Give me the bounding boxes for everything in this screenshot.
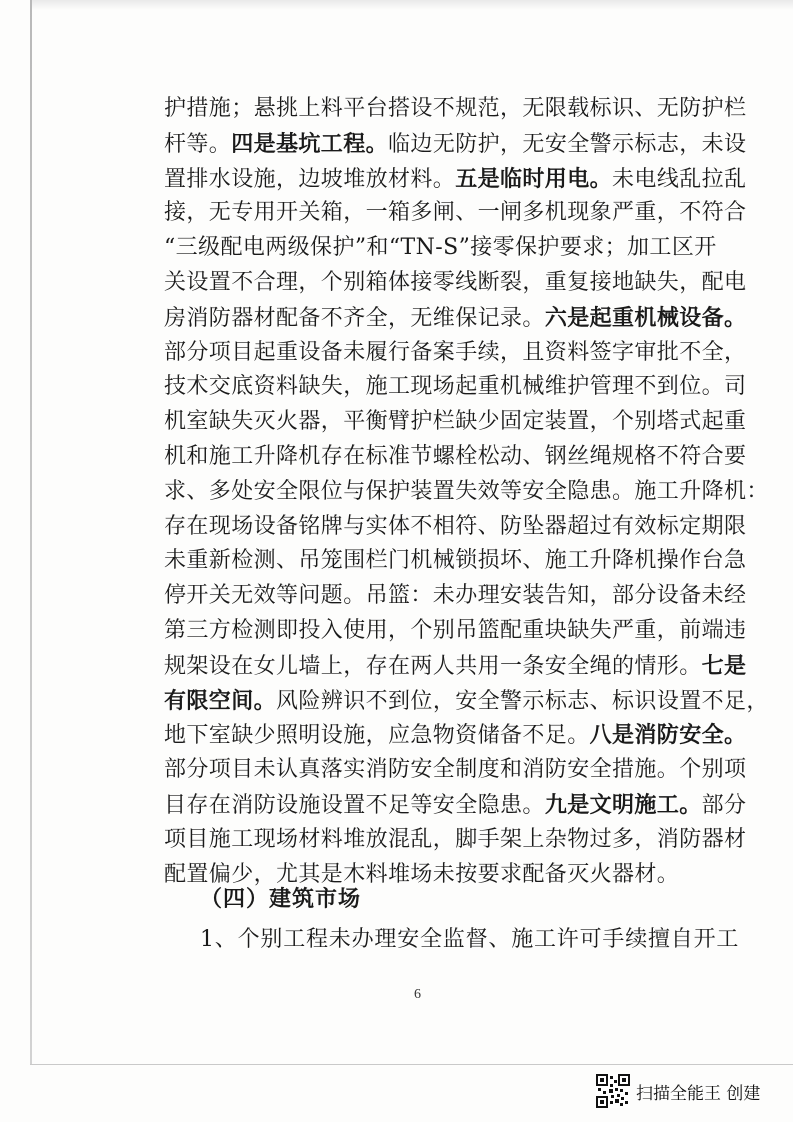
- text-run: 部分项目未认真落实消防安全制度和消防安全措施。个别项: [164, 757, 747, 783]
- text-line: [164, 544, 747, 579]
- text-line: [164, 440, 747, 475]
- text-run: 存在现场设备铭牌与实体不相符、防坠器超过有效标定期限: [164, 513, 747, 539]
- bold-heading-run: 九是文明施工。: [544, 791, 702, 818]
- body-paragraph: [164, 92, 769, 892]
- text-line: [164, 614, 747, 649]
- text-line: [164, 405, 747, 440]
- text-line: [164, 162, 747, 197]
- text-line: [164, 649, 747, 684]
- text-run: 未电线乱拉乱: [612, 166, 747, 192]
- text-run: 风险辨识不到位，安全警示标志、标识设置不足，: [276, 688, 769, 714]
- bold-heading-run: 四是基坑工程。: [231, 130, 389, 157]
- text-line: [164, 823, 747, 858]
- scanner-watermark: [596, 1072, 760, 1110]
- section-heading: （四）建筑市场: [200, 886, 362, 912]
- text-line: [164, 475, 769, 510]
- page-number: 6: [414, 987, 421, 1002]
- text-line: [164, 684, 769, 719]
- text-run: 部分: [701, 792, 747, 818]
- text-run: 第三方检测即投入使用，个别吊篮配重块缺失严重，前端违: [164, 617, 747, 643]
- bold-heading-run: 有限空间。: [164, 687, 277, 714]
- text-line: [164, 301, 747, 336]
- text-run: 求、多处安全限位与保护装置失效等安全隐患。施工升降机：: [164, 478, 769, 504]
- bold-heading-run: 七是: [701, 652, 747, 679]
- text-line: [164, 231, 717, 266]
- text-run: 机和施工升降机存在标准节螺栓松动、钢丝绳规格不符合要: [164, 443, 747, 469]
- text-run: 地下室缺少照明设施，应急物资储备不足。: [164, 723, 590, 749]
- text-line: [164, 718, 747, 753]
- bold-heading-run: 五是临时用电。: [455, 165, 613, 192]
- text-run: 未重新检测、吊笼围栏门机械锁损坏、施工升降机操作台急: [164, 548, 747, 574]
- text-run: 置排水设施，边坡堆放材料。: [164, 166, 456, 192]
- scan-edge-bottom: [30, 1064, 793, 1065]
- text-run: 接，无专用开关箱，一箱多闸、一闸多机现象严重，不符合: [164, 200, 747, 226]
- qr-code-icon: [596, 1074, 630, 1108]
- text-run: 临边无防护，无安全警示标志，未设: [388, 131, 747, 157]
- bold-heading-run: 六是起重机械设备。: [544, 304, 747, 331]
- text-run: 护措施；悬挑上料平台搭设不规范，无限载标识、无防护栏: [164, 96, 747, 121]
- text-run: 停开关无效等问题。吊篮：未办理安装告知，部分设备未经: [164, 583, 747, 609]
- text-run: 房消防器材配备不齐全，无维保记录。: [164, 305, 545, 331]
- text-line: [164, 579, 747, 614]
- text-run: 机室缺失灭火器，平衡臂护栏缺少固定装置，个别塔式起重: [164, 409, 747, 435]
- text-line: [164, 753, 747, 788]
- scan-edge-left: [30, 0, 32, 1065]
- watermark-label: 扫描全能王 创建: [636, 1083, 761, 1104]
- text-line: [164, 266, 747, 301]
- text-line: [164, 370, 747, 405]
- text-run: 杆等。: [164, 131, 232, 157]
- text-run: 技术交底资料缺失，施工现场起重机械维护管理不到位。司: [164, 374, 747, 400]
- text-run: 关设置不合理，个别箱体接零线断裂，重复接地缺失，配电: [164, 269, 747, 295]
- text-line: [164, 127, 747, 162]
- text-line: [164, 336, 747, 371]
- text-run: 部分项目起重设备未履行备案手续，且资料签字审批不全，: [164, 339, 747, 365]
- text-run: 项目施工现场材料堆放混乱，脚手架上杂物过多，消防器材: [164, 826, 747, 852]
- text-run: “三级配电两级保护”和“TN-S”接零保护要求；加工区开: [164, 235, 717, 261]
- text-line: [164, 196, 747, 231]
- text-line: [164, 92, 747, 127]
- scan-top-shadow: [32, 0, 793, 10]
- text-run: 规架设在女儿墙上，存在两人共用一条安全绳的情形。: [164, 653, 702, 679]
- text-line: [164, 510, 747, 545]
- bold-heading-run: 八是消防安全。: [589, 722, 747, 749]
- list-item: 1、个别工程未办理安全监督、施工许可手续擅自开工: [200, 927, 740, 952]
- text-run: 目存在消防设施设置不足等安全隐患。: [164, 792, 545, 818]
- text-run: 配置偏少，尤其是木料堆场未按要求配备灭火器材。: [164, 861, 680, 887]
- text-line: [164, 788, 747, 823]
